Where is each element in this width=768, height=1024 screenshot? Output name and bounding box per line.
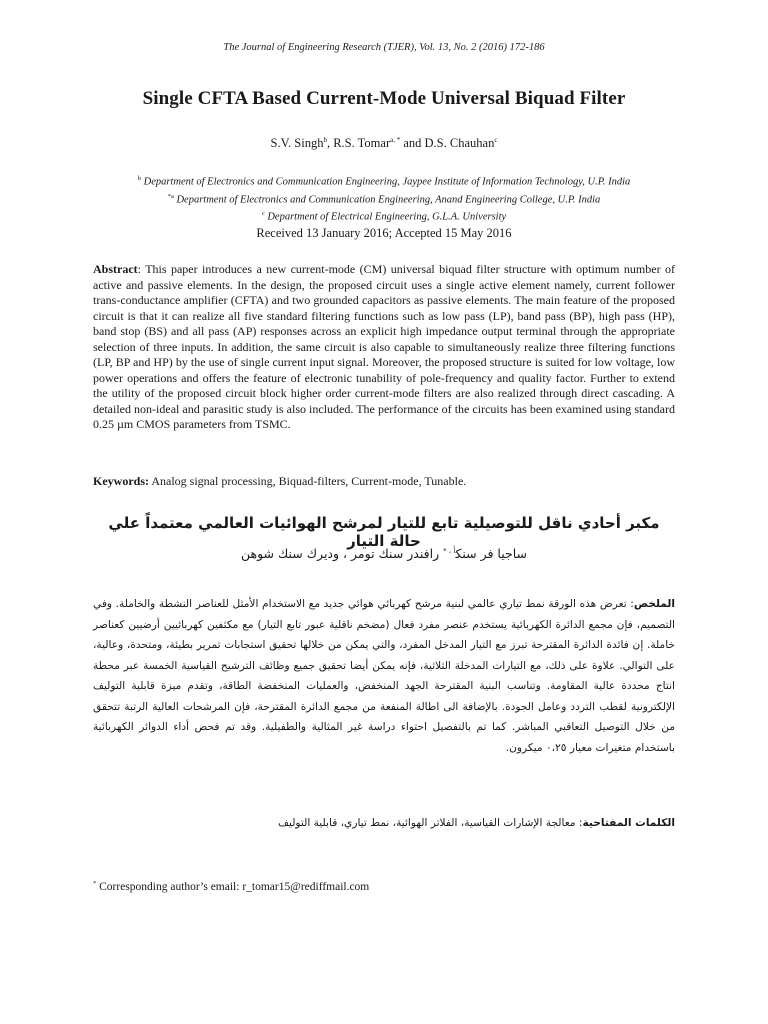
affiliation-1: [0, 172, 768, 190]
author-1: S.V. Singh: [270, 136, 324, 151]
arabic-title: مكبر أحادي ناقل للتوصيلية تابع للتيار لمرشح الهوائيات العالمي معتمداً علي حالة التيار: [108, 514, 660, 550]
affiliation-1-text: Department of Electronics and Communication Engineering, Jaypee Institute of Information Technology, U.P. India: [143, 176, 631, 188]
received-dates: Received 13 January 2016; Accepted 15 May 2016: [256, 226, 512, 240]
author-3-sup: c: [494, 136, 498, 144]
affiliation-2: [0, 190, 768, 208]
affiliation-1-sup: b: [137, 175, 141, 182]
arabic-author-rest: رافندر سنك تومر ، وديرك سنك شوهن: [240, 546, 444, 561]
abstract: [93, 262, 675, 433]
abstract-text: : This paper introduces a new current-mode (CM) universal biquad filter structure with optimum number of active and passive elements. In the design, the proposed circuit uses a single active element namely, current follower trans-conductance amplifier (CFTA) and two grounded capacitors as passive elements. The main feature of the proposed circuit is that it can realize all five standard filtering functions such as low pass (LP), band pass (BP), high pass (HP), band stop (BS) and all pass (AP) responses across an explicit high impedance output terminal through the appropriate selection of three inputs. In addition, the same circuit is also capable to simultaneously realize three filtering functions (LP, BP and HP) by the use of single current input signal. Moreover, the proposed structure is suited for low voltage, low power operations and offers the feature of electronic tunability of pole-frequency and quality factor. Further to extend the utility of the proposed circuit block higher order current-mode filters are also realized through direct cascading. A detailed non-ideal and parasitic study is also included. The performance of the circuits has been examined using standard 0.25 µm CMOS parameters from TSMC.: [93, 262, 675, 431]
arabic-abstract: [93, 594, 675, 758]
affiliations: [0, 172, 768, 225]
corresponding-author-footnote: [93, 880, 675, 893]
arabic-abstract-label: الملخص: [633, 598, 675, 610]
author-2: R.S. Tomar: [333, 136, 391, 151]
affiliation-2-sup: *a: [167, 192, 174, 200]
author-separator-2: and: [400, 136, 425, 151]
footnote-sup: *: [93, 880, 97, 887]
affiliation-3-sup: c: [261, 210, 265, 217]
affiliation-2-text: Department of Electronics and Communication Engineering, Anand Engineering College, U.P. India: [176, 194, 601, 205]
keywords-text: Analog signal processing, Biquad-filters, Current-mode, Tunable.: [149, 474, 467, 488]
arabic-keywords: [93, 814, 675, 832]
journal-header: The Journal of Engineering Research (TJER), Vol. 13, No. 2 (2016) 172-186: [223, 42, 545, 53]
arabic-author-line: [93, 546, 675, 561]
footnote-text: Corresponding author’s email: r_tomar15@rediffmail.com: [99, 880, 370, 893]
arabic-keywords-label: الكلمات المفتاحية: [582, 817, 675, 829]
affiliation-3-text: Department of Electrical Engineering, G.L.A. University: [267, 211, 507, 223]
keywords-label: Keywords:: [93, 474, 149, 488]
affiliation-3: [0, 207, 768, 225]
abstract-label: Abstract: [93, 262, 138, 276]
paper-title: Single CFTA Based Current-Mode Universal Biquad Filter: [142, 88, 626, 109]
author-3: D.S. Chauhan: [424, 136, 495, 151]
keywords: [93, 474, 675, 489]
arabic-author-1-sup: أ ، *: [443, 546, 456, 555]
arabic-author-1: ساجيا فر سنك: [455, 546, 528, 561]
author-2-sup: a, *: [390, 136, 401, 144]
author-line: [0, 136, 768, 151]
arabic-keywords-text: : معالجة الإشارات القياسية، الفلاتر الهوائية، نمط تياري، قابلية التوليف: [278, 817, 583, 829]
author-separator-1: ,: [326, 136, 334, 151]
author-1-sup: b: [323, 136, 327, 144]
arabic-abstract-text: : تعرض هذه الورقة نمط تياري عالمي لبنية مرشح كهربائي هوائي جديد مع الاستخدام الأمثل للعناصر النشطة والخاملة. وفي التصميم، فإن مجمع الدائرة الكهربائية يستخدم عنصر مفرد فعال (مضخم ناقلية عبور تابع التيار) مع مكثفين كهربائيين أرضيين كعناصر خاملة. إن فائدة الدائرة المقترحة تبرز مع التيار المدخل المفرد، والتي يمكن من خلالها تحقيق استجابات تمرير بطيئة، ومتحدة، وعالية، على التوالي. علاوة على ذلك، مع التيارات المدخلة الثلاثية، فإنه يمكن أيضا تحقيق جميع وظائف الترشيح القياسية الخمسة عبر محطة انتاج محددة عالية المقاومة. وتناسب البنية المقترحة الجهد المنخفض، والعمليات المنخفضة الطاقة، وتقدم ميزة قابلية التوليف الإلكترونية لقطب التردد وعامل الجودة. بالإضافة الى اطالة المنفعة من مجمع الدائرة المقترحة، فإن المرشحات العالية الرتبة تتحقق من خلال التوصيل التعاقبي المباشر. كما تم بالتفصيل احتواء دراسة غير المثالية والطفيلية. وقد تم فحص أداء الدوائر الكهربائية باستخدام متغيرات معيار ٠،٢٥ ميكرون.: [93, 598, 675, 754]
